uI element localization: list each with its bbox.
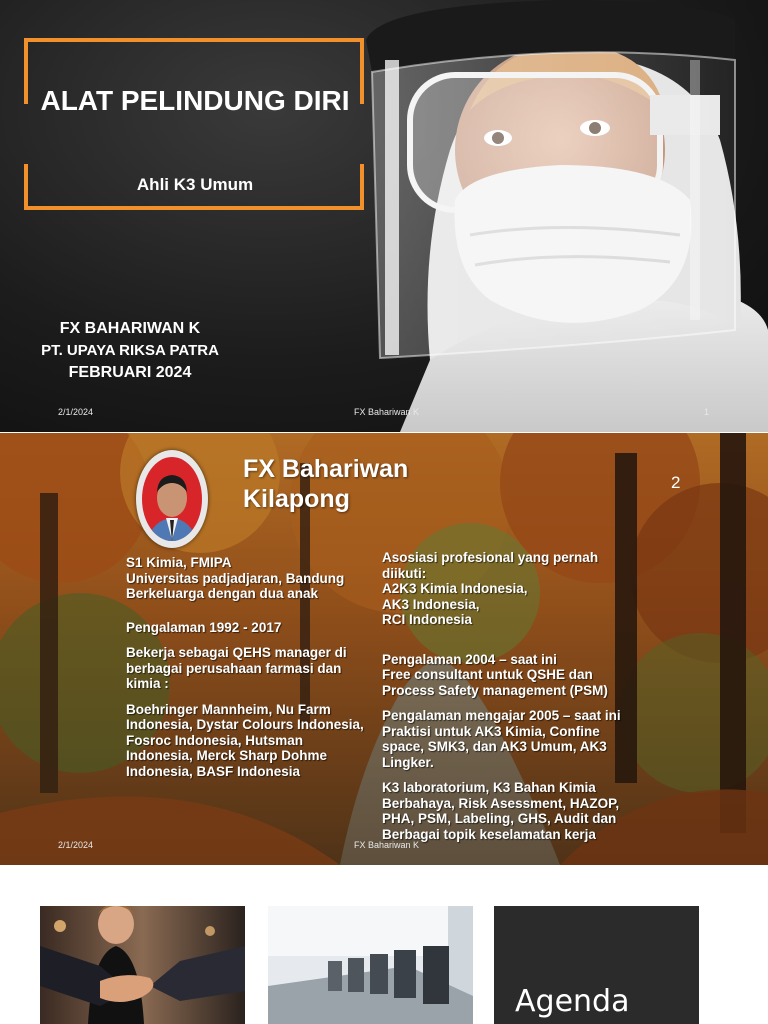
companies-text: Boehringer Mannheim, Nu Farm Indonesia, Dystar Colours Indonesia, Fosroc Indonesia, Hutsman Indonesia, Merck Sharp Dohme Indonesia, BASF Indonesia: [126, 701, 364, 779]
title-slide: [0, 0, 768, 432]
footer-author: FX Bahariwan K: [354, 407, 420, 417]
consultant-text: Pengalaman 2004 – saat ini Free consultant untuk QSHE dan Process Safety management (PSM): [382, 651, 608, 698]
role-text: Bekerja sebagai QEHS manager di berbagai perusahaan farmasi dan kimia :: [126, 645, 347, 691]
thumbnail-agenda[interactable]: [494, 906, 699, 1024]
left-column: [126, 555, 366, 789]
author-block: [30, 318, 230, 384]
thumbnail-meeting-room[interactable]: [268, 906, 473, 1024]
author-name: FX BAHARIWAN K: [59, 320, 201, 337]
page-number: 1: [704, 407, 710, 417]
slide-title: ALAT PELINDUNG DIRI: [40, 85, 350, 116]
profile-photo-frame: [136, 450, 208, 548]
profile-photo: [136, 450, 208, 548]
associations-text: Asosiasi profesional yang pernah diikuti: A2K3 Kimia Indonesia, AK3 Indonesia, RCI Indonesia: [382, 550, 599, 627]
handshake-photo: [40, 906, 245, 1024]
education-text: S1 Kimia, FMIPA Universitas padjadjaran, Bandung Berkeluarga dengan dua anak: [126, 555, 345, 601]
teaching-text: Pengalaman mengajar 2005 – saat ini Praktisi untuk AK3 Kimia, Confine space, SMK3, dan AK3 Umum, AK3 Lingker.: [382, 708, 621, 770]
thumbnail-handshake[interactable]: [40, 906, 245, 1024]
agenda-title: Agenda: [515, 984, 630, 1019]
meeting-room-photo: [268, 906, 473, 1024]
presentation-month: FEBRUARI 2024: [68, 364, 192, 381]
slide-subtitle: Ahli K3 Umum: [136, 175, 254, 194]
right-column: [382, 550, 644, 852]
company-name: PT. UPAYA RIKSA PATRA: [41, 342, 219, 359]
footer-author: FX Bahariwan K: [354, 840, 420, 850]
topics-text: K3 laboratorium, K3 Bahan Kimia Berbahaya, Risk Asessment, HAZOP, PHA, PSM, Labeling, GHS, Audit dan Berbagai topik keselamatan kerja: [382, 780, 620, 842]
footer-date: 2/1/2024: [58, 840, 94, 850]
page-number: 2: [671, 473, 681, 492]
profile-name: FX Bahariwan Kilapong: [243, 455, 409, 513]
profile-slide: [0, 433, 768, 865]
footer-date: 2/1/2024: [58, 407, 94, 417]
experience-heading: Pengalaman 1992 - 2017: [126, 619, 282, 635]
